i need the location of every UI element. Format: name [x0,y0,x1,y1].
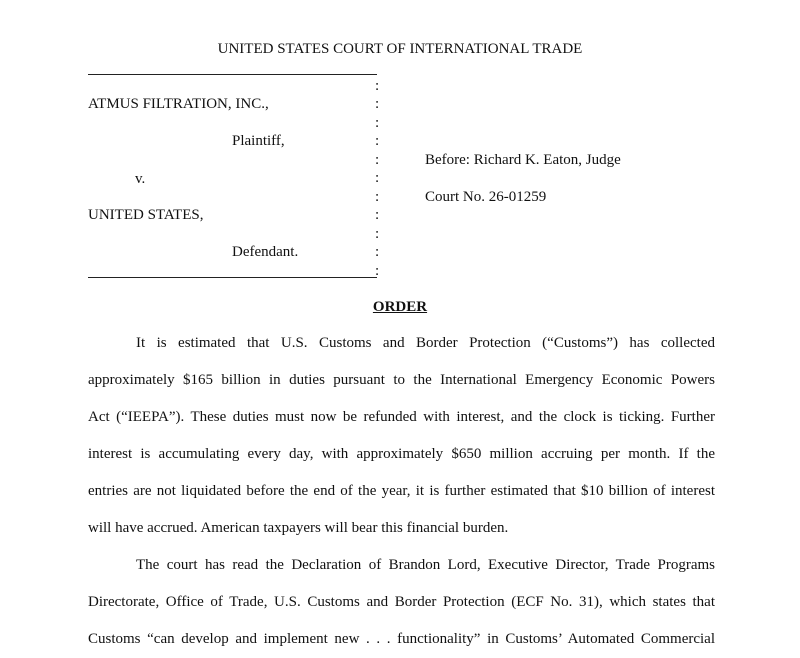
defendant-role: Defendant. [232,244,299,260]
caption-colon: : [375,133,380,149]
caption-colon: : [375,96,380,112]
paragraph-line: interest is accumulating every day, with approximately $650 million accruing per month. If the [88,446,715,462]
order-paragraph-2 [88,547,715,658]
paragraph-line: Directorate, Office of Trade, U.S. Customs and Border Protection (ECF No. 31), which states that [88,594,715,610]
caption-bottom-rule [88,277,377,278]
defendant-name: UNITED STATES, [88,207,204,223]
paragraph-line: Act (“IEEPA”). These duties must now be refunded with interest, and the clock is ticking. Further [88,409,715,425]
court-number: Court No. 26-01259 [425,189,547,205]
caption-colon: : [375,189,380,205]
paragraph-line: It is estimated that U.S. Customs and Border Protection (“Customs”) has collected [136,335,715,351]
caption-top-rule [88,74,377,75]
paragraph-line: The court has read the Declaration of Brandon Lord, Executive Director, Trade Programs [136,557,715,573]
plaintiff-role: Plaintiff, [232,133,285,149]
caption-colon: : [375,207,380,223]
court-name: UNITED STATES COURT OF INTERNATIONAL TRADE [217,41,583,57]
paragraph-line: entries are not liquidated before the end of the year, it is further estimated that $10 billion of interest [88,483,715,499]
paragraph-line: approximately $165 billion in duties pursuant to the International Emergency Economic Powers [88,372,715,388]
caption-colon: : [375,170,380,186]
caption-colon: : [375,244,380,260]
order-title: ORDER [372,299,428,315]
versus-label: v. [135,171,146,187]
caption-colon: : [375,152,380,168]
caption-colon: : [375,115,380,131]
caption-colon: : [375,78,380,94]
order-paragraph-1 [88,325,715,547]
caption-colon: : [375,226,380,242]
plaintiff-name: ATMUS FILTRATION, INC., [88,96,269,112]
paragraph-line: Customs “can develop and implement new . . . functionality” in Customs’ Automated Commercial [88,631,715,647]
judge-line: Before: Richard K. Eaton, Judge [425,152,621,168]
caption-colon: : [375,263,380,279]
paragraph-line: will have accrued. American taxpayers will bear this financial burden. [88,520,509,536]
